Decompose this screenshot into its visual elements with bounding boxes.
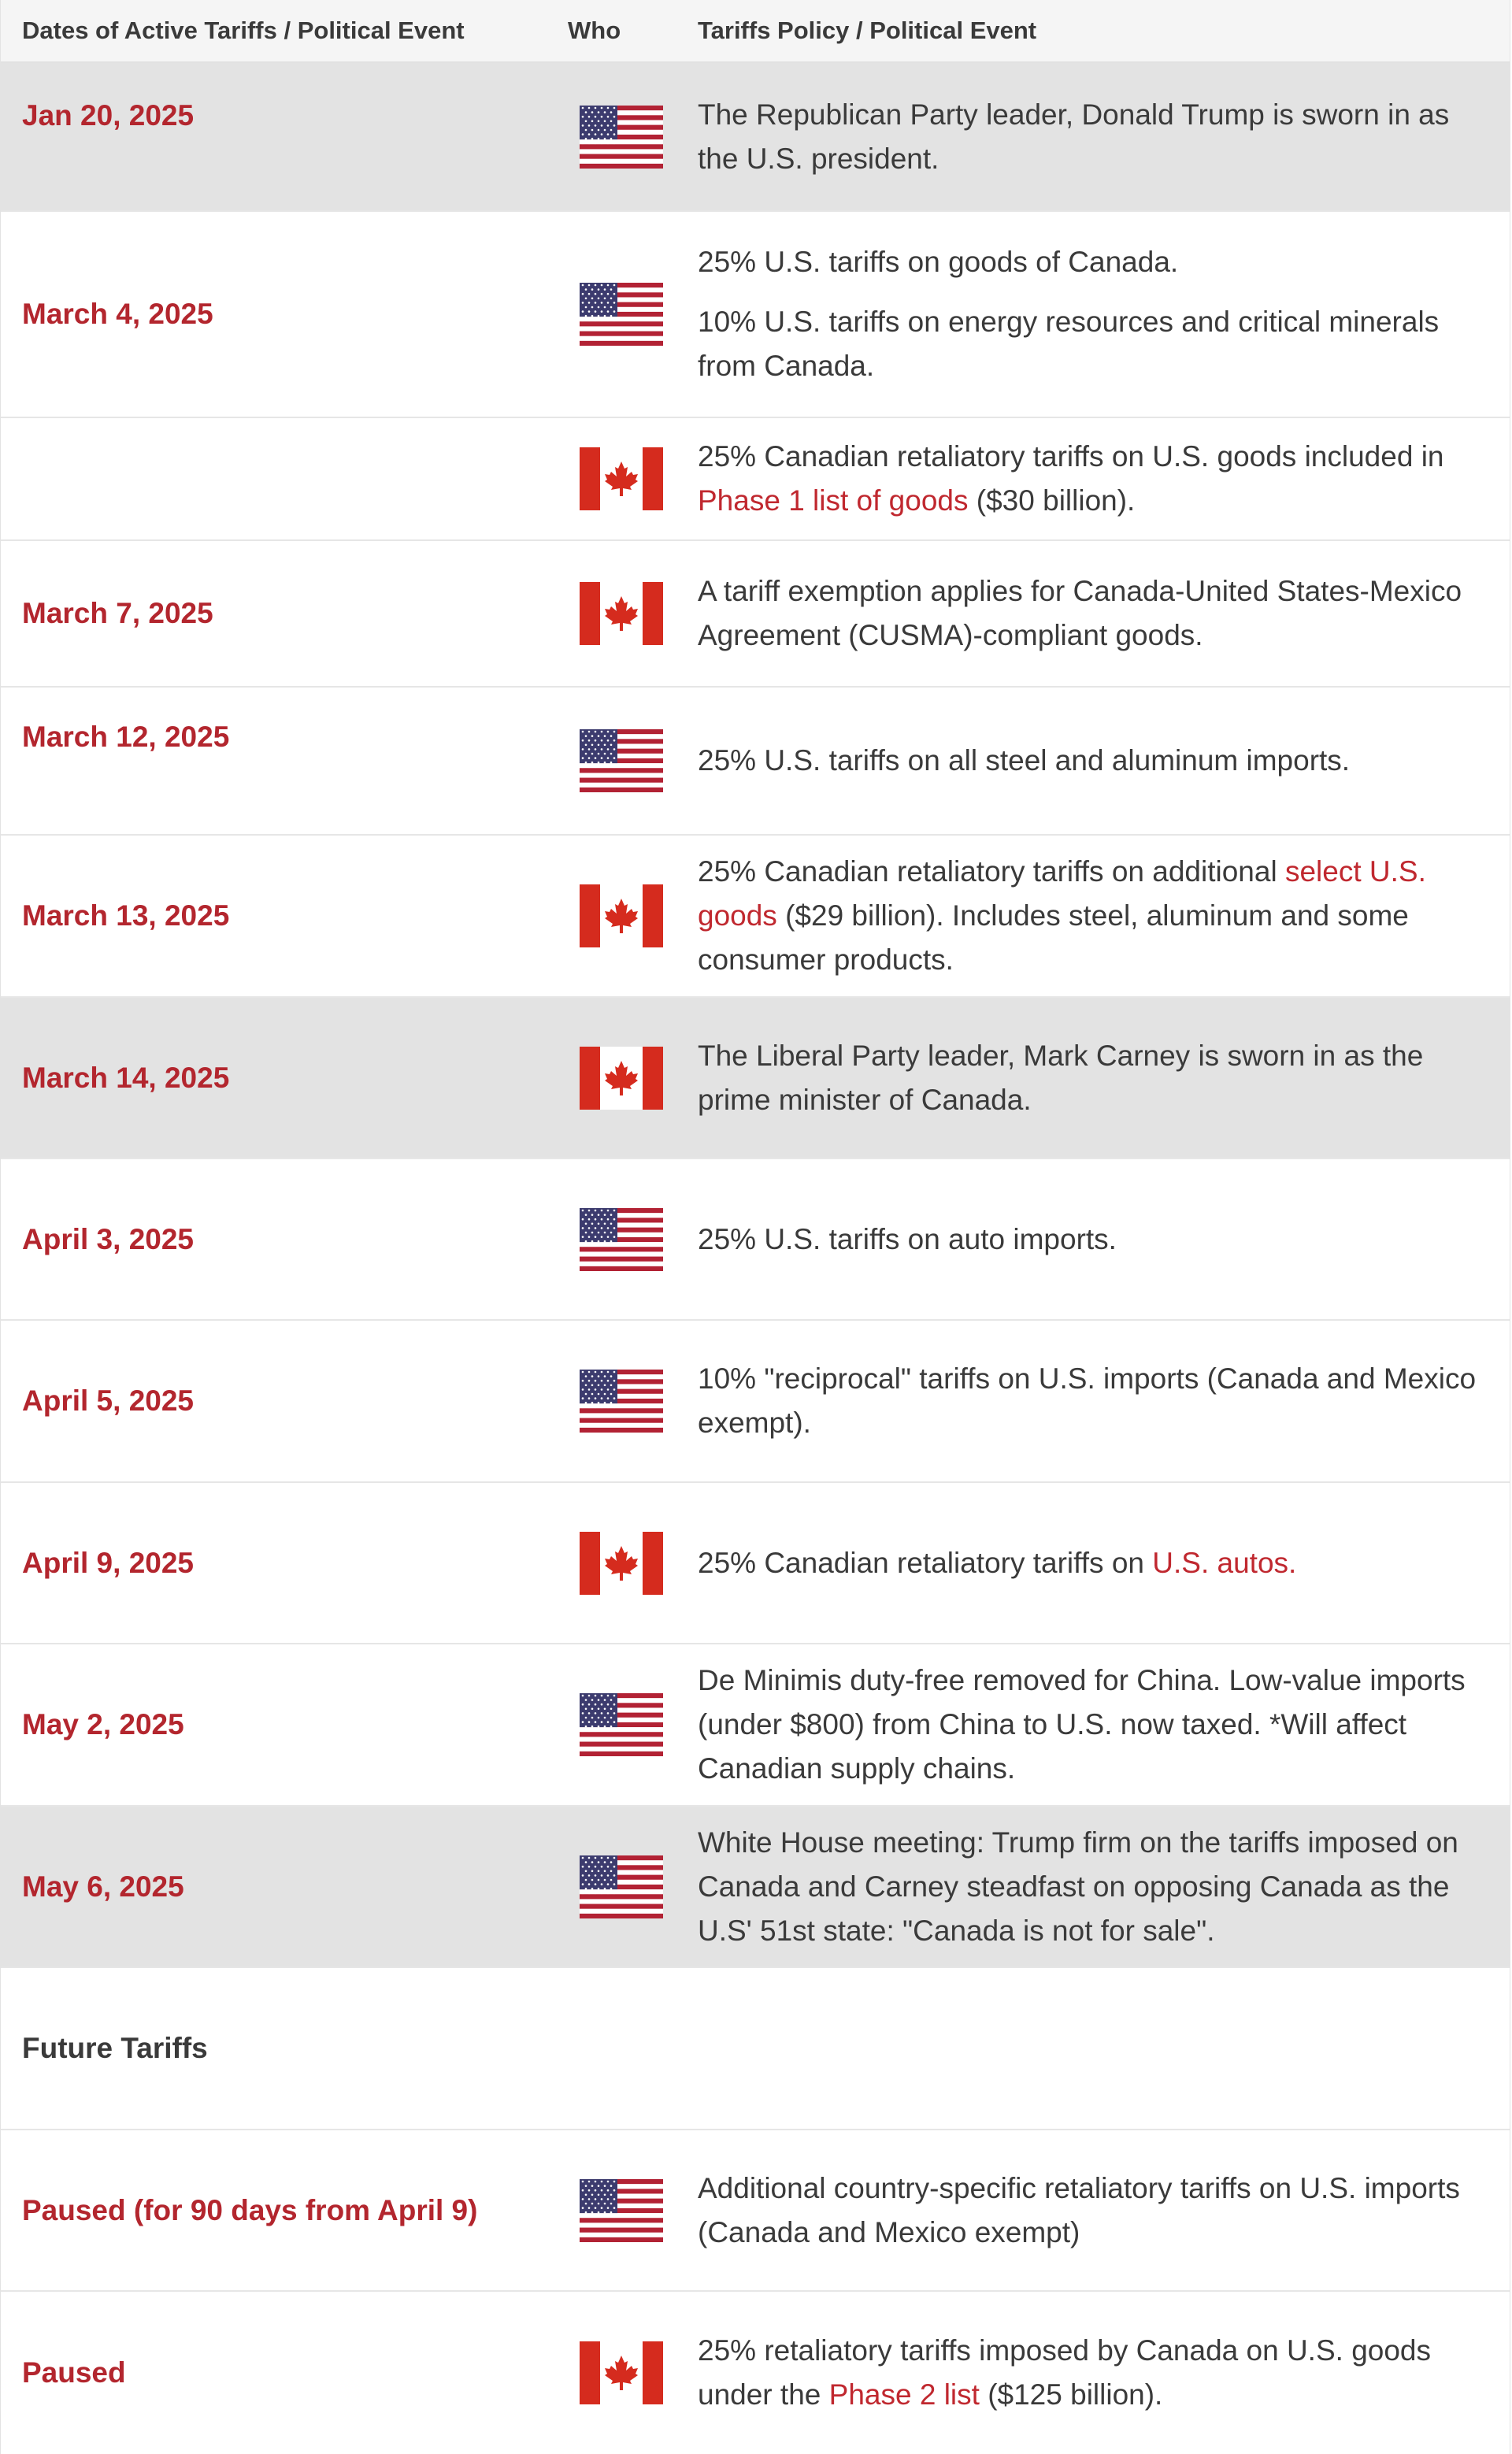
header-who: Who <box>568 17 621 44</box>
canada-flag-icon <box>580 2292 663 2454</box>
row-policy: 25% U.S. tariffs on auto imports. <box>698 1222 1117 1255</box>
row-policy: The Liberal Party leader, Mark Carney is sworn in as the prime minister of Canada. <box>698 1039 1424 1116</box>
row-date: April 9, 2025 <box>22 1546 195 1579</box>
row-date: April 3, 2025 <box>22 1222 195 1255</box>
row-date: May 2, 2025 <box>22 1708 184 1740</box>
row-date: Paused <box>22 2356 126 2389</box>
row-date: March 12, 2025 <box>22 721 230 753</box>
canada-flag-icon <box>580 836 663 996</box>
row-date: May 6, 2025 <box>22 1870 184 1903</box>
select-us-goods-link[interactable]: select U.S. goods <box>698 855 1426 932</box>
us-flag-icon <box>580 212 663 417</box>
header-date: Dates of Active Tariffs / Political Event <box>22 17 465 44</box>
us-flag-icon <box>580 1644 663 1805</box>
table-row <box>1 688 1510 836</box>
row-date: March 4, 2025 <box>22 298 213 330</box>
row-policy: 25% U.S. tariffs on all steel and aluminum imports. <box>698 744 1351 777</box>
section-label: Future Tariffs <box>22 2032 208 2064</box>
row-policy: 25% U.S. tariffs on goods of Canada. 10% U.S. tariffs on energy resources and critical minerals from Canada. <box>698 246 1440 382</box>
table-row <box>1 1159 1510 1321</box>
row-policy: 25% Canadian retaliatory tariffs on additional select U.S. goods ($29 billion). Includes steel, aluminum and some consumer products. <box>698 855 1426 976</box>
row-policy: De Minimis duty-free removed for China. Low-value imports (under $800) from China to U.S. now taxed. *Will affect Canadian supply chains. <box>698 1664 1466 1785</box>
row-date: Paused (for 90 days from April 9) <box>22 2193 478 2226</box>
row-date: March 14, 2025 <box>22 1061 230 1094</box>
us-flag-icon <box>580 2130 663 2290</box>
table-row <box>1 541 1510 688</box>
canada-flag-icon <box>580 418 663 539</box>
table-row <box>1 836 1510 998</box>
us-flag-icon <box>580 1807 663 1967</box>
future-tariffs-section <box>1 1968 1510 2130</box>
row-date: March 7, 2025 <box>22 597 213 629</box>
us-flag-icon <box>580 688 663 834</box>
us-flag-icon <box>580 63 663 210</box>
row-policy: Additional country-specific retaliatory tariffs on U.S. imports (Canada and Mexico exempt) <box>698 2171 1460 2248</box>
table-row <box>1 418 1510 541</box>
table-row <box>1 998 1510 1159</box>
row-date: April 5, 2025 <box>22 1385 195 1417</box>
us-autos-link[interactable]: U.S. autos. <box>1152 1546 1297 1579</box>
row-date: Jan 20, 2025 <box>22 99 195 132</box>
table-row <box>1 1483 1510 1644</box>
canada-flag-icon <box>580 541 663 686</box>
table-row <box>1 1321 1510 1483</box>
row-policy: 10% "reciprocal" tariffs on U.S. imports (Canada and Mexico exempt). <box>698 1362 1477 1439</box>
phase-2-list-link[interactable]: Phase 2 list <box>828 2378 980 2411</box>
row-policy: 25% Canadian retaliatory tariffs on U.S. autos. <box>698 1546 1297 1579</box>
row-policy: White House meeting: Trump firm on the tariffs imposed on Canada and Carney steadfast on opposing Canada as the U.S' 51st state: "Canada is not for sale". <box>698 1826 1458 1947</box>
canada-flag-icon <box>580 1483 663 1643</box>
table-header <box>1 0 1510 63</box>
header-policy: Tariffs Policy / Political Event <box>698 17 1037 44</box>
row-policy: A tariff exemption applies for Canada-United States-Mexico Agreement (CUSMA)-compliant goods. <box>698 575 1462 651</box>
row-policy: 25% retaliatory tariffs imposed by Canada on U.S. goods under the Phase 2 list ($125 billion). <box>698 2334 1431 2411</box>
table-row <box>1 2292 1510 2454</box>
row-policy: The Republican Party leader, Donald Trump is sworn in as the U.S. president. <box>698 98 1450 175</box>
table-row <box>1 63 1510 212</box>
row-date: March 13, 2025 <box>22 899 230 932</box>
row-policy: 25% Canadian retaliatory tariffs on U.S. goods included in Phase 1 list of goods ($30 billion). <box>698 440 1444 517</box>
canada-flag-icon <box>580 998 663 1158</box>
table-row <box>1 1644 1510 1807</box>
table-row <box>1 2130 1510 2292</box>
table-row <box>1 212 1510 418</box>
us-flag-icon <box>580 1321 663 1481</box>
table-row <box>1 1807 1510 1968</box>
us-flag-icon <box>580 1159 663 1319</box>
phase-1-list-link[interactable]: Phase 1 list of goods <box>698 484 969 517</box>
